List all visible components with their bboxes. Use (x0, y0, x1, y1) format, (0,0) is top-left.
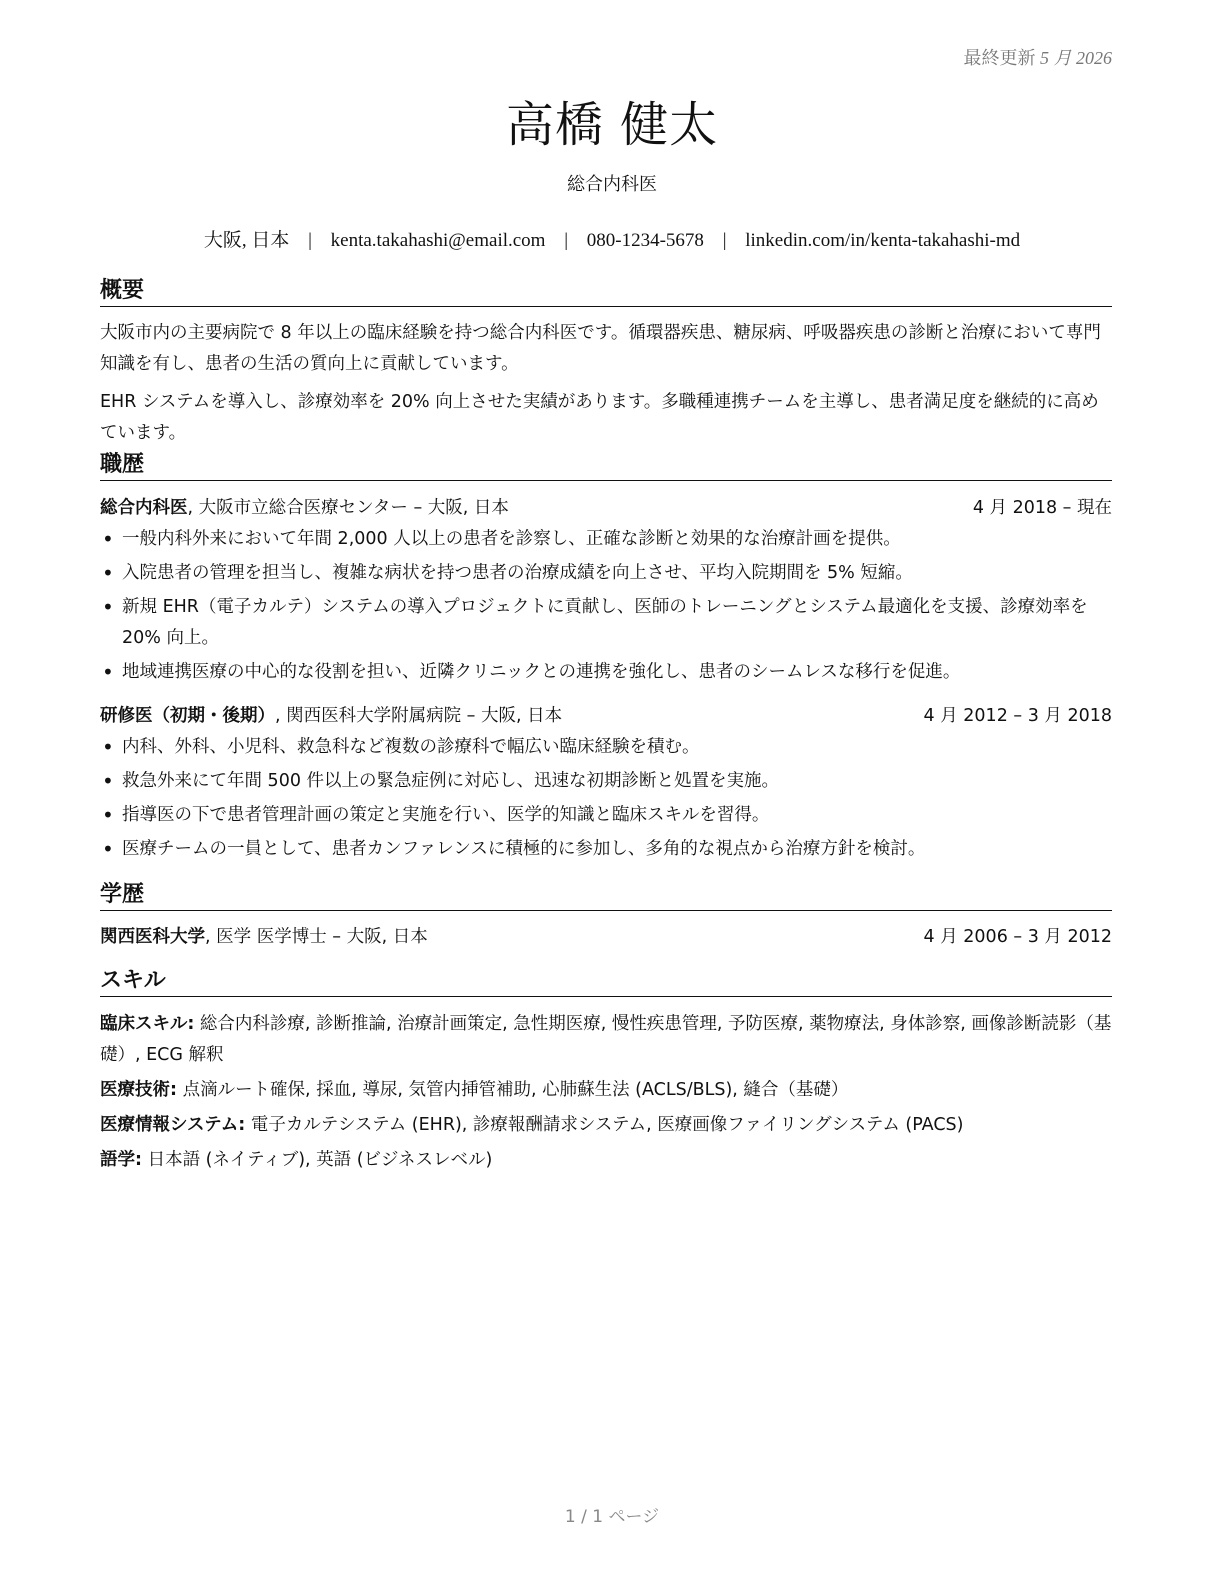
skills-block (100, 1009, 1112, 1180)
list-item: • 内科、外科、小児科、救急科など複数の診療科で幅広い臨床経験を積む。 (100, 732, 1112, 763)
contact-phone[interactable]: 080-1234-5678 (586, 230, 704, 251)
contact-location: 大阪, 日本 (203, 230, 290, 251)
contact-line (0, 225, 1224, 252)
contact-separator: | (564, 230, 569, 251)
job-dates: 4 月 2012 – 3 月 2018 (923, 706, 1112, 726)
education-header (100, 922, 1112, 953)
resume-title: 総合内科医 (567, 174, 657, 195)
section-skills-heading: スキル (100, 968, 1112, 997)
contact-separator: | (308, 230, 312, 251)
job-header (100, 701, 1112, 732)
list-item: • 指導医の下で患者管理計画の策定と実施を行い、医学的知識と臨床スキルを習得。 (100, 800, 1112, 831)
job-dates: 4 月 2018 – 現在 (972, 498, 1112, 518)
list-item: • 地域連携医療の中心的な役割を担い、近隣クリニックとの連携を強化し、患者のシームレスな移行を促進。 (100, 657, 1112, 688)
education-detail: , 医学 医学博士 – 大阪, 日本 (205, 927, 428, 947)
list-item: • 入院患者の管理を担当し、複雑な病状を持つ患者の治療成績を向上させ、平均入院期間を 5% 短縮。 (100, 558, 1112, 589)
resume-name: 高橋 健太 (505, 97, 719, 153)
skill-value: 電子カルテシステム (EHR), 診療報酬請求システム, 医療画像ファイリングシステム (PACS) (245, 1115, 964, 1135)
job-entry (100, 493, 1112, 691)
education-school: 関西医科大学 (100, 927, 205, 947)
contact-linkedin[interactable]: linkedin.com/in/kenta-takahashi-md (745, 230, 1021, 251)
updated-label: 最終更新 (963, 48, 1036, 68)
skill-value: 点滴ルート確保, 採血, 導尿, 気管内挿管補助, 心肺蘇生法 (ACLS/BLS), 縫合（基礎） (177, 1080, 849, 1100)
section-education-heading: 学歴 (100, 882, 1112, 911)
updated-year: 2026 (1076, 48, 1112, 68)
skill-label: 医療技術: (100, 1080, 177, 1100)
list-item: • 一般内科外来において年間 2,000 人以上の患者を診察し、正確な診断と効果的な治療計画を提供。 (100, 524, 1112, 555)
summary-block (100, 318, 1112, 456)
list-item: • 救急外来にて年間 500 件以上の緊急症例に対応し、迅速な初期診断と処置を実施。 (100, 766, 1112, 797)
education-entry (100, 922, 1112, 953)
list-item: • 医療チームの一員として、患者カンファレンスに積極的に参加し、多角的な視点から治療方針を検討。 (100, 834, 1112, 865)
skill-row-systems (100, 1110, 1112, 1141)
job-role: 研修医（初期・後期） (100, 706, 275, 726)
skill-label: 語学: (100, 1150, 142, 1170)
contact-email[interactable]: kenta.takahashi@email.com (330, 230, 546, 251)
summary-paragraph: 大阪市内の主要病院で 8 年以上の臨床経験を持つ総合内科医です。循環器疾患、糖尿病、呼吸器疾患の診断と治療において専門知識を有し、患者の生活の質向上に貢献しています。 (100, 323, 1101, 374)
contact-separator: | (722, 230, 727, 251)
education-dates: 4 月 2006 – 3 月 2012 (923, 927, 1112, 947)
section-summary-heading: 概要 (100, 278, 1112, 307)
skill-row-techniques (100, 1075, 1112, 1106)
skill-value: 総合内科診療, 診断推論, 治療計画策定, 急性期医療, 慢性疾患管理, 予防医療, 薬物療法, 身体診察, 画像診断読影（基礎）, ECG 解釈 (100, 1014, 1112, 1065)
job-entry (100, 701, 1112, 868)
list-item: • 新規 EHR（電子カルテ）システムの導入プロジェクトに貢献し、医師のトレーニングとシステム最適化を支援、診療効率を 20% 向上。 (100, 592, 1112, 654)
section-experience-heading: 職歴 (100, 452, 1112, 481)
job-org: , 大阪市立総合医療センター – 大阪, 日本 (187, 498, 509, 518)
job-bullets (100, 524, 1112, 688)
skill-row-clinical (100, 1009, 1112, 1071)
job-bullets (100, 732, 1112, 865)
skill-value: 日本語 (ネイティブ), 英語 (ビジネスレベル) (142, 1150, 493, 1170)
skill-row-languages (100, 1145, 1112, 1176)
page-number: 1 / 1 ページ (564, 1507, 660, 1527)
job-role: 総合内科医 (100, 498, 188, 518)
skill-label: 臨床スキル: (100, 1014, 195, 1034)
job-header (100, 493, 1112, 524)
summary-paragraph: EHR システムを導入し、診療効率を 20% 向上させた実績があります。多職種連携チームを主導し、患者満足度を継続的に高めています。 (100, 392, 1099, 443)
job-org: , 関西医科大学附属病院 – 大阪, 日本 (275, 706, 563, 726)
updated-month: 5 月 (1040, 48, 1072, 68)
last-updated (964, 44, 1113, 70)
skill-label: 医療情報システム: (100, 1115, 246, 1135)
